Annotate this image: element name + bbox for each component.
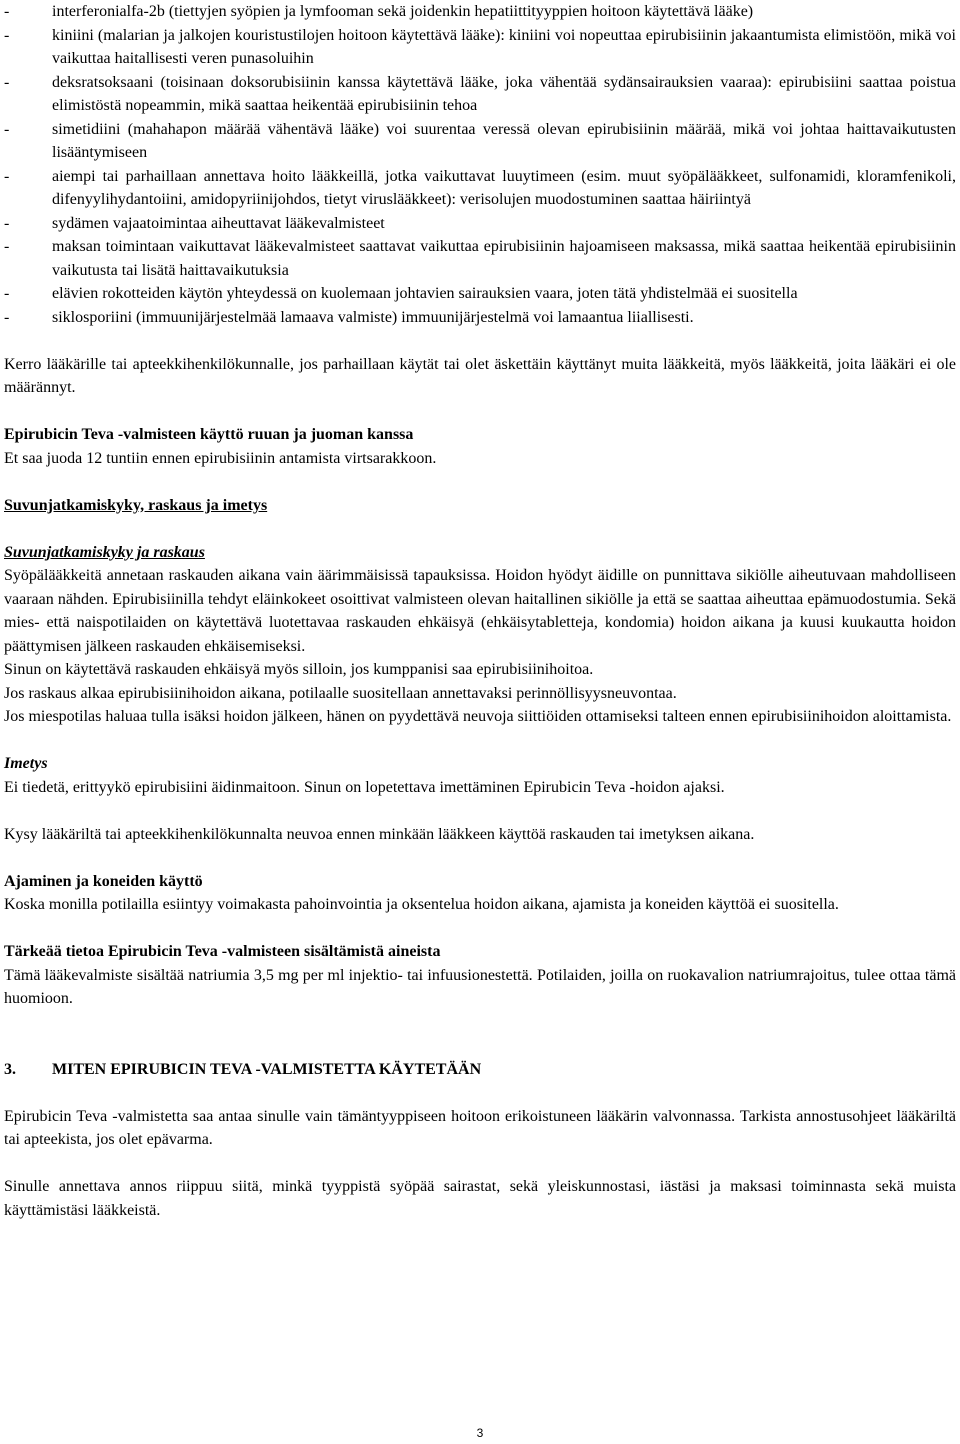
- document-page: [4, 0, 956, 1222]
- breastfeeding-heading: Imetys: [4, 755, 48, 772]
- list-dash: -: [4, 120, 10, 138]
- list-item-text: kiniini (malarian ja jalkojen kouristustilojen hoitoon käytettävä lääke): kiniini voi nopeuttaa epirubisiinin jakaantumista elimistöön, mikä voi vaikuttaa haitallisesti veren punasoluihin: [52, 26, 956, 67]
- section-title: MITEN EPIRUBICIN TEVA -VALMISTETTA KÄYTETÄÄN: [52, 1060, 482, 1078]
- list-item-text: maksan toimintaan vaikuttavat lääkevalmisteet saattavat vaikuttaa epirubisiinin hajoamiseen maksassa, mikä saattaa heikentää epirubisiinin vaikutusta tai lisätä haittavaikutuksia: [52, 238, 956, 279]
- list-item: [4, 0, 956, 24]
- list-item: [4, 71, 956, 118]
- list-dash: -: [4, 308, 10, 326]
- list-item-text: sydämen vajaatoimintaa aiheuttavat lääkevalmisteet: [52, 214, 385, 232]
- food-heading: Epirubicin Teva -valmisteen käyttö ruuan ja juoman kanssa: [4, 426, 414, 443]
- list-item: [4, 165, 956, 212]
- breastfeeding-text: Ei tiedetä, erittyykö epirubisiini äidinmaitoon. Sinun on lopetettava imettäminen Epirubicin Teva -hoidon ajaksi.: [4, 778, 725, 796]
- section-3-paragraph: Epirubicin Teva -valmistetta saa antaa sinulle vain tämäntyyppiseen hoitoon erikoistuneen lääkärin valvonnassa. Tarkista annostusohjeet lääkäriltä tai apteekista, jos olet epävarma.: [4, 1107, 956, 1148]
- ask-doctor-note: Kysy lääkäriltä tai apteekkihenkilökunnalta neuvoa ennen minkään lääkkeen käyttöä raskauden tai imetyksen aikana.: [4, 825, 755, 843]
- list-dash: -: [4, 285, 10, 302]
- list-dash: -: [4, 3, 10, 20]
- fertility-subheading: Suvunjatkamiskyky ja raskaus: [4, 543, 205, 561]
- list-item-text: siklosporiini (immuunijärjestelmää lamaava valmiste) immuunijärjestelmä voi lamaantua liiallisesti.: [52, 308, 694, 326]
- list-item: [4, 282, 956, 306]
- list-item-text: simetidiini (mahahapon määrää vähentävä lääke) voi suurentaa veressä olevan epirubisiinin määrää, mikä voi johtaa haittavaikutusten lisääntymiseen: [52, 120, 956, 161]
- list-dash: -: [4, 26, 10, 44]
- section-3-heading: [4, 1058, 956, 1082]
- food-text: Et saa juoda 12 tuntiin ennen epirubisiinin antamista virtsarakkoon.: [4, 449, 437, 467]
- list-item: [4, 212, 956, 236]
- list-item: [4, 118, 956, 165]
- fertility-paragraph: Jos miespotilas haluaa tulla isäksi hoidon jälkeen, hänen on pyydettävä neuvoja siittiöiden ottamiseksi talteen ennen epirubisiinihoidon aloittamista.: [4, 708, 952, 725]
- list-dash: -: [4, 214, 10, 232]
- fertility-paragraph: Sinun on käytettävä raskauden ehkäisyä myös silloin, jos kumppanisi saa epirubisiinihoitoa.: [4, 661, 594, 678]
- driving-text: Koska monilla potilailla esiintyy voimakasta pahoinvointia ja oksentelua hoidon aikana, ajamista ja koneiden käyttöä ei suositella.: [4, 896, 839, 913]
- list-item-text: deksratsoksaani (toisinaan doksorubisiinin kanssa käytettävä lääke, joka vähentää sydänsairauksien vaaraa): epirubisiini saattaa poistua elimistöstä nopeammin, mikä saattaa heikentää epirubisiinin tehoa: [52, 73, 956, 114]
- fertility-paragraph: Jos raskaus alkaa epirubisiinihoidon aikana, potilaalle suositellaan annettavaksi perinnöllisyysneuvontaa.: [4, 684, 677, 702]
- list-dash: -: [4, 238, 10, 255]
- list-item-text: aiempi tai parhaillaan annettava hoito lääkkeillä, jotka vaikuttavat luuytimeen (esim. muut syöpälääkkeet, sulfonamidi, kloramfenikoli, difenyylihydantoiini, amidopyriinijohdos, tietyt viruslääkkeet): verisolujen muodostuminen saattaa häiriintyä: [52, 167, 956, 208]
- list-item: [4, 235, 956, 282]
- interaction-list: [4, 0, 956, 329]
- ingredients-heading: Tärkeää tietoa Epirubicin Teva -valmisteen sisältämistä aineista: [4, 943, 441, 960]
- section-3-paragraph: Sinulle annettava annos riippuu siitä, minkä tyyppistä syöpää sairastat, sekä yleiskunnostasi, iästäsi ja maksasi toiminnasta sekä muista käyttämistäsi lääkkeistä.: [4, 1178, 956, 1219]
- driving-heading: Ajaminen ja koneiden käyttö: [4, 872, 203, 890]
- list-item-text: interferonialfa-2b (tiettyjen syöpien ja lymfooman sekä joidenkin hepatiittityyppien hoitoon käytettävä lääke): [52, 3, 754, 20]
- ingredients-text: Tämä lääkevalmiste sisältää natriumia 3,5 mg per ml injektio- tai infuusionestettä. Potilaiden, joilla on ruokavalion natriumrajoitus, tulee ottaa tämä huomioon.: [4, 966, 956, 1007]
- list-item-text: elävien rokotteiden käytön yhteydessä on kuolemaan johtavien sairauksien vaara, joten tätä yhdistelmää ei suositella: [52, 285, 798, 302]
- section-number: 3.: [4, 1060, 16, 1078]
- list-item: [4, 24, 956, 71]
- fertility-heading: Suvunjatkamiskyky, raskaus ja imetys: [4, 496, 268, 514]
- page-number: 3: [476, 1426, 484, 1440]
- other-medicines-note: Kerro lääkärille tai apteekkihenkilökunnalle, jos parhaillaan käytät tai olet äskettäin käyttänyt muita lääkkeitä, myös lääkkeitä, joita lääkäri ei ole määrännyt.: [4, 355, 956, 396]
- list-dash: -: [4, 167, 10, 185]
- fertility-paragraph: Syöpälääkkeitä annetaan raskauden aikana vain äärimmäisissä tapauksissa. Hoidon hyödyt äidille on punnittava sikiölle aiheutuvaan mahdolliseen vaaraan nähden. Epirubisiinilla tehdyt eläinkokeet osoittivat valmisteen olevan haitallinen sikiölle ja että se saattaa aiheuttaa epämuodostumia. Sekä mies- että naispotilaiden on käytettävä luotettavaa raskauden ehkäisyä (ehkäisytabletteja, kondomia) hoidon aikana ja kuusi kuukautta hoidon päättymisen jälkeen raskauden ehkäisemiseksi.: [4, 567, 956, 655]
- list-dash: -: [4, 73, 10, 91]
- list-item: [4, 306, 956, 330]
